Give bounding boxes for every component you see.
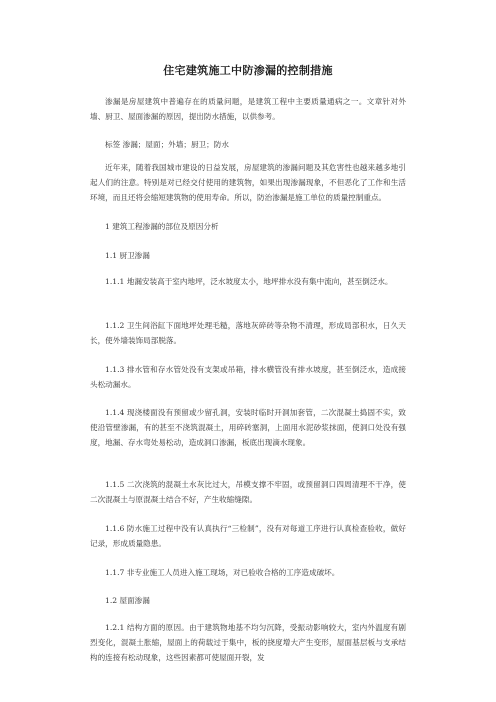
abstract-paragraph: 渗漏是房屋建筑中普遍存在的质量问题，是建筑工程中主要质量通病之一。文章针对外墙、厨卫、屋面渗漏的原因，提出防水措施，以供参考。 [90, 97, 406, 121]
intro-paragraph: 近年来，随着我国城市建设的日益发展，房屋建筑的渗漏问题及其危害性也越来越多地引起人们的注意。特别是对已经交付使用的建筑物，如果出现渗漏现象，不但恶化了工作和生活环境，而且还将会缩短建筑物的使用寿命。所以，防治渗漏是施工单位的质量控制重点。 [90, 163, 406, 202]
paragraph-1-1-6: 1.1.6 防水施工过程中没有认真执行“三检制”，没有对每道工序进行认真检查验收，做好记录，形成质量隐患。 [90, 524, 406, 548]
paragraph-1-1-4: 1.1.4 现浇楼面没有预留或少留孔洞，安装时临时开洞加套管，二次混凝土捣固不实，致使沿管壁渗漏，有的甚至不浇筑混凝土，用碎砖塞洞，上面用水泥砂浆抹面，使洞口处没有强度，地漏、存水弯处易松动，造成洞口渗漏，板底出现滴水现象。 [90, 408, 406, 447]
paragraph-1-1-7: 1.1.7 非专业施工人员进入施工现场，对已验收合格的工序造成破坏。 [105, 568, 340, 577]
document-title: 住宅建筑施工中防渗漏的控制措施 [163, 64, 333, 77]
paragraph-1-2-1: 1.2.1 结构方面的原因。由于建筑物地基不均匀沉降，受振动影响较大，室内外温度有剧烈变化，混凝土胀缩，屋面上的荷载过于集中，板的挠度增大产生变形，屋面基层板与支承结构的连接有松动现象，这些因素都可使屋面开裂，发 [90, 623, 406, 662]
paragraph-1-1-1: 1.1.1 地漏安装高于室内地坪，泛水坡度太小，地坪排水没有集中流向，甚至倒泛水。 [105, 277, 393, 286]
subsection-heading-1-1: 1.1 厨卫渗漏 [105, 251, 150, 260]
section-heading-1: 1 建筑工程渗漏的部位及原因分析 [105, 222, 219, 231]
keywords-line: 标签 渗漏；屋面；外墙；厨卫；防水 [105, 140, 229, 149]
subsection-heading-1-2: 1.2 屋面渗漏 [105, 596, 150, 605]
paragraph-1-1-2: 1.1.2 卫生间浴缸下面地坪处理毛糙，落地灰碎砖等杂物不清理，形成局部积水，日久天长，使外墙装饰局部脱落。 [90, 321, 406, 345]
paragraph-1-1-5: 1.1.5 二次浇筑的混凝土水灰比过大，吊模支撑不牢固，或预留洞口四周清理不干净，使二次混凝土与原混凝土结合不好，产生收缩缝隙。 [90, 480, 406, 504]
paragraph-1-1-3: 1.1.3 排水管和存水管处没有支架或吊箱，排水横管没有排水坡度，甚至倒泛水，造成接头松动漏水。 [90, 365, 406, 389]
